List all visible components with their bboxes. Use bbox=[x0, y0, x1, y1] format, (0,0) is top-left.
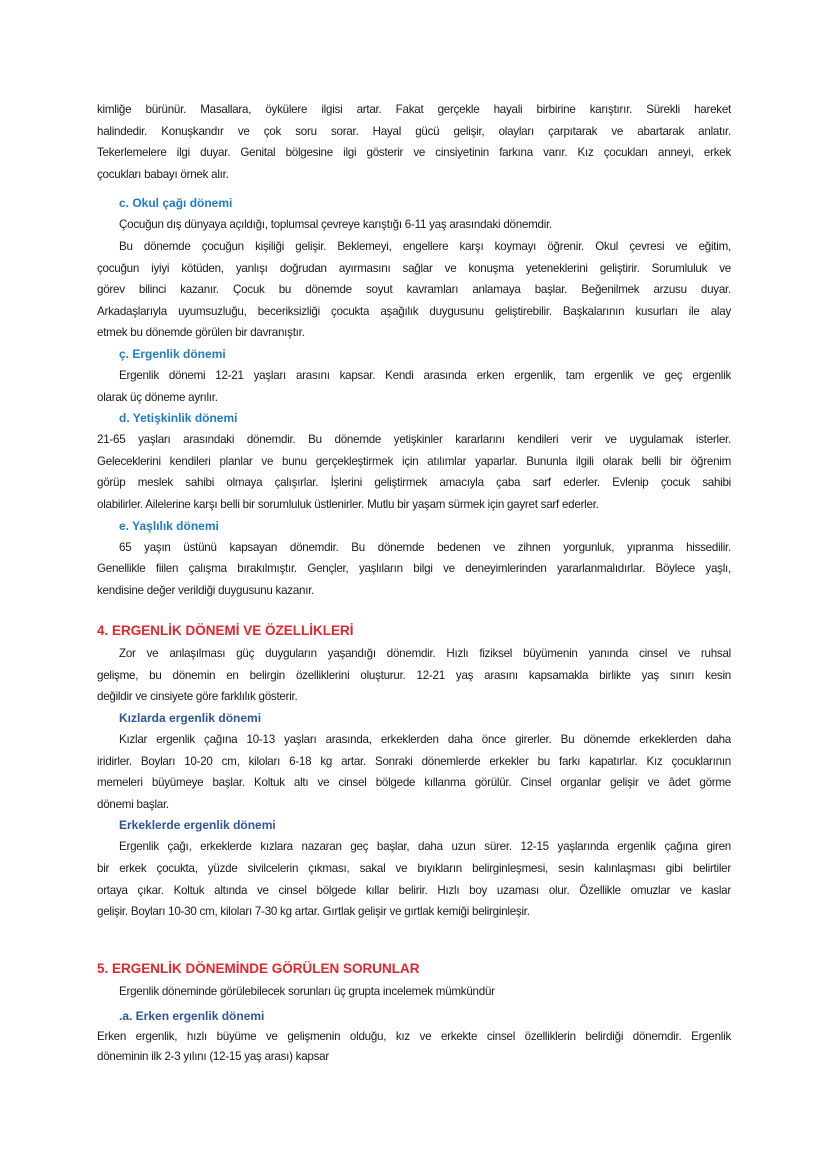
subsection-heading: ç. Ergenlik dönemi bbox=[119, 346, 226, 361]
text-line: 65 yaşın üstünü kapsayan dönemdir. Bu dönemde bedenen ve zihnen yorgunluk, yıpranma hissedilir. bbox=[119, 540, 731, 554]
text-line: çocukları babayı örnek alır. bbox=[97, 167, 229, 181]
section-heading: 5. ERGENLİK DÖNEMİNDE GÖRÜLEN SORUNLAR bbox=[97, 960, 420, 976]
subsection-heading: c. Okul çağı dönemi bbox=[119, 196, 233, 211]
paragraph bbox=[97, 214, 731, 236]
text-line: Bu dönemde çocuğun kişiliği gelişir. Beklemeyi, engellere karşı koymayı öğrenir. Okul çevresi ve eğitim, bbox=[119, 239, 731, 253]
paragraph bbox=[97, 643, 731, 708]
subsection-heading: d. Yetişkinlik dönemi bbox=[119, 411, 238, 426]
text-line: Genellikle fiilen çalışma bırakılmıştır. Gençler, yaşlıların bilgi ve deneyimlerinden yararlanmalıdırlar. Böylece yaşlı, bbox=[97, 562, 731, 576]
text-line: Arkadaşlarıyla uyumsuzluğu, beceriksizliği çocukta aşağılık duygusunu geliştirebilir. Başkalarının kusurları ile alay bbox=[97, 304, 731, 318]
text-line: Ergenlik çağı, erkeklerde kızlara nazaran geç başlar, daha uzun sürer. 12-15 yaşlarında ergenlik çağına giren bbox=[119, 840, 731, 854]
text-line: görev bilinci kazanır. Çocuk bu dönemde soyut kavramları anlamaya başlar. Beğenilmek arzusu duyar. bbox=[97, 283, 731, 297]
text-line: gelişme, bu dönemin en belirgin özelliklerini oluşturur. 12-21 yaş arasını kapsamakla birlikte yaş sınırı kesin bbox=[97, 668, 731, 682]
text-line: kimliğe bürünür. Masallara, öykülere ilgisi artar. Fakat gerçekle hayali birbirine karıştırır. Sürekli hareket bbox=[97, 103, 731, 116]
text-line: bir erkek çocukta, yüzde sivilcelerin çıkması, sakal ve bıyıkların belirginleşmesi, sesin kalınlaşması gibi belirtiler bbox=[97, 862, 731, 876]
subsection-heading: Kızlarda ergenlik dönemi bbox=[119, 711, 262, 726]
text-line: Erken ergenlik, hızlı büyüme ve gelişmenin olduğu, kız ve erkekte cinsel özelliklerin belirdiği dönemdir. Ergenlik bbox=[97, 1030, 731, 1044]
subsection-heading: .a. Erken ergenlik dönemi bbox=[119, 1009, 265, 1024]
text-line: döneminin ilk 2-3 yılını (12-15 yaş arası) kapsar bbox=[97, 1049, 329, 1063]
text-line: Çocuğun dış dünyaya açıldığı, toplumsal çevreye karıştığı 6-11 yaş arasındaki dönemdir. bbox=[119, 218, 553, 232]
text-line: halindedir. Konuşkandır ve çok soru sorar. Hayal gücü gelişir, olayları çarpıtarak ve abartarak anlatır. bbox=[97, 124, 731, 138]
paragraph bbox=[97, 981, 731, 1003]
text-line: Kızlar ergenlik çağına 10-13 yaşları arasında, erkeklerden daha önce girerler. Bu dönemde erkeklerden daha bbox=[119, 733, 731, 747]
paragraph bbox=[97, 729, 731, 815]
paragraph bbox=[97, 99, 731, 185]
text-line: Tekerlemelere ilgi duyar. Genital bölgesine ilgi gösterir ve cinsiyetinin farkına varır. Kız çocukları anneyi, erkek bbox=[97, 146, 731, 160]
text-line: ortaya çıkar. Koltuk altında ve cinsel bölgede kıllar belirir. Hızlı boy uzaması olur. Özellikle omuzlar ve kaslar bbox=[97, 883, 731, 897]
text-line: çocuğun iyiyi kötüden, yanlışı doğrudan ayırmasını sağlar ve konuşma yeteneklerini geliştirir. Sorumluluk ve bbox=[97, 261, 731, 275]
text-line: etmek bu dönemde görülen bir davranıştır. bbox=[97, 326, 305, 340]
paragraph bbox=[97, 429, 731, 515]
text-line: olarak üç döneme ayrılır. bbox=[97, 390, 218, 404]
paragraph bbox=[97, 236, 731, 344]
paragraph bbox=[97, 537, 731, 602]
text-line: Zor ve anlaşılması güç duyguların yaşandığı dönemdir. Hızlı fiziksel büyümenin yanında cinsel ve ruhsal bbox=[119, 647, 731, 661]
text-line: görüp meslek sahibi olmaya çalışırlar. İşlerini geliştirmek amacıyla çaba sarf ederler. Evlenip çocuk sahibi bbox=[97, 476, 731, 490]
text-line: kendisine değer verildiği duygusunu kazanır. bbox=[97, 583, 315, 597]
document-page bbox=[97, 99, 731, 1066]
text-line: Ergenlik dönemi 12-21 yaşları arasını kapsar. Kendi arasında erken ergenlik, tam ergenlik ve geç ergenlik bbox=[119, 368, 731, 382]
text-line: olabilirler. Ailelerine karşı belli bir sorumluluk üstlenirler. Mutlu bir yaşam sürmek için gayret sarf ederler. bbox=[97, 497, 599, 511]
section-heading: 4. ERGENLİK DÖNEMİ VE ÖZELLİKLERİ bbox=[97, 623, 354, 639]
paragraph bbox=[97, 836, 731, 922]
text-line: 21-65 yaşları arasındaki dönemdir. Bu dönemde yetişkinler kararlarını kendileri verir ve uygulamak isterler. bbox=[97, 433, 731, 447]
subsection-heading: e. Yaşlılık dönemi bbox=[119, 518, 219, 533]
text-line: Geleceklerini kendileri planlar ve bunu gerçekleştirmek için atılımlar yaparlar. Bununla ilgili olarak belli bir öğrenim bbox=[97, 454, 731, 468]
text-line: memeleri büyümeye başlar. Koltuk altı ve cinsel bölgede kıllanma görülür. Cinsel organlar gelişir ve âdet görme bbox=[97, 776, 731, 790]
subsection-heading: Erkeklerde ergenlik dönemi bbox=[119, 818, 276, 833]
text-line: iridirler. Boyları 10-20 cm, kiloları 6-18 kg artar. Sonraki dönemlerde erkekler bu farkı kapatırlar. Kız çocuklarının bbox=[97, 754, 731, 768]
text-line: dönemi başlar. bbox=[97, 797, 169, 811]
paragraph bbox=[97, 1027, 731, 1066]
text-line: Ergenlik döneminde görülebilecek sorunları üç grupta incelemek mümkündür bbox=[119, 984, 495, 998]
text-line: gelişir. Boyları 10-30 cm, kiloları 7-30 kg artar. Gırtlak gelişir ve gırtlak kemiği belirginleşir. bbox=[97, 905, 530, 919]
paragraph bbox=[97, 365, 731, 408]
text-line: değildir ve cinsiyete göre farklılık gösterir. bbox=[97, 690, 298, 704]
